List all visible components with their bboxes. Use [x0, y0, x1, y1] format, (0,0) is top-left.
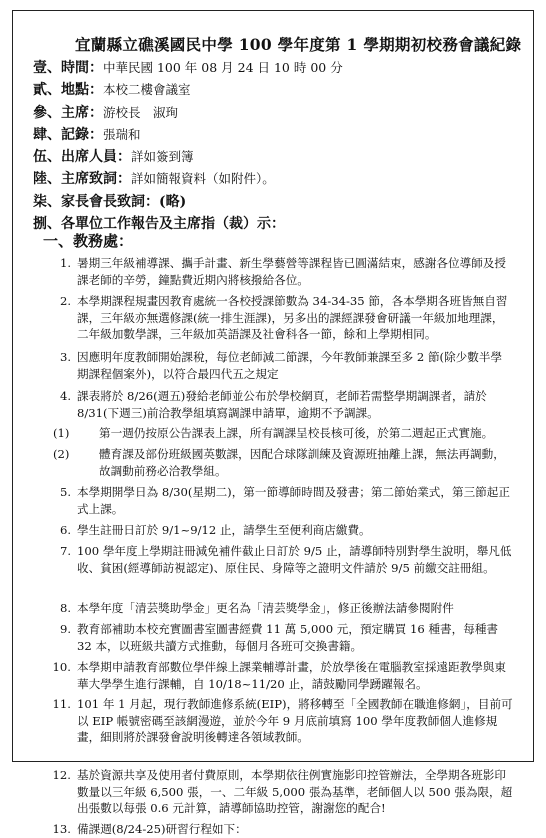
list-item: 11. 101 年 1 月起，現行教師進修系統(EIP)，將移轉至「全國教師在職進修網」，目前可以 EIP 帳號密碼至該網漫遊，並於今年 9 月底前填寫 100 學年度教師個人進修規畫，細則將於課發會說明後轉達各領域教師。: [52, 697, 513, 744]
list-item: 4. 課表將於 8/26(週五)發給老師並公布於學校網頁，老師若需整學期調課者，請於 8/31(下週三)前洽教學組填寫調課申請單，逾期不予調課。: [59, 389, 487, 420]
list-item: 6. 學生註冊日訂於 9/1~9/12 止，請學生至便利商店繳費。: [59, 523, 371, 537]
document-page: [12, 10, 534, 836]
list-item: (2) 體育課及部份班級國英數課，因配合球隊訓練及資源班抽離上課，無法再調動，故調動前務必洽教學組。: [53, 447, 505, 478]
section-title-academic-affairs: 一、教務處：: [43, 232, 134, 250]
list-item: 7. 100 學年度上學期註冊減免補件截止日訂於 9/5 止，請導師特別對學生說明，舉凡低收、貧困(經導師訪視認定)、原住民、身障等之證明文件請於 9/5 前繳交註冊組。: [59, 544, 512, 575]
list-item: 3. 因應明年度教師開始課稅，每位老師減二節課，今年教師兼課至多 2 節(除少數半學期課程個案外)，以符合最四代五之規定: [59, 350, 503, 381]
list-item: 9. 教育部補助本校充實圖書室圖書經費 11 萬 5,000 元，預定購買 16 種書，每種書 32 本，以班級共讀方式推動，每個月各班可交換書籍。: [59, 622, 499, 653]
meeting-info-list: [33, 57, 343, 235]
list-item: 8. 本學年度「清芸獎助學金」更名為「清芸獎學金」，修正後辦法請參閱附件: [59, 601, 454, 615]
list-item: (1) 第一週仍按原公告課表上課，所有調課呈校長核可後，於第二週起正式實施。: [53, 426, 494, 440]
meeting-attendees: 伍、出席人員：詳如簽到簿: [33, 149, 194, 166]
list-item: 1. 暑期三年級補導課、攜手計畫、新生學藝營等課程皆已圓滿結束，感謝各位導師及授課老師的辛勞，鐘點費近期內將核撥給各位。: [59, 256, 506, 287]
parent-chair-speech: 柒、家長會長致詞：(略): [33, 193, 187, 210]
chair-speech: 陸、主席致詞：詳如簡報資料（如附件）。: [33, 171, 275, 188]
list-item: 5. 本學期開學日為 8/30(星期二)，第一節導師時間及發書；第二節始業式，第三節起正式上課。: [59, 485, 510, 516]
meeting-location: 貳、地點：本校二樓會議室: [33, 82, 191, 99]
meeting-recorder: 肆、記錄：張瑞和: [33, 126, 141, 143]
list-item: 10. 本學期申請教育部數位學伴線上課業輔導計畫，於放學後在電腦教室採遠距教學與東華大學學生進行課輔，自 10/18~11/20 止，請鼓勵同學踴躍報名。: [52, 660, 506, 691]
meeting-time: 壹、時間：中華民國 100 年 08 月 24 日 10 時 00 分: [33, 60, 343, 76]
list-item: 13. 備課週(8/24-25)研習行程如下：: [52, 822, 247, 836]
document-title: 宜蘭縣立礁溪國民中學 100 學年度第 1 學期期初校務會議紀錄: [75, 35, 522, 54]
list-item: 2. 本學期課程規畫因教育處統一各校授課節數為 34-34-35 節，各本學期各班皆無自習課，三年級亦無選修課(統一排生涯課)，另多出的課經課發會研議一年級加地理課，二年級加數學課，三年級加英語課及社會科各一節，餘和上學期相同。: [59, 294, 508, 341]
list-item: 12. 基於資源共享及使用者付費原則，本學期依往例實施影印控管辦法，全學期各班影印數量以三年級 6,500 張，一、二年級 5,000 張為基準，老師個人以 500 張為限，超出張數以每張 0.6 元計算，請導師協助控管，謝謝您的配合!: [52, 768, 513, 815]
unit-reports-heading: 捌、各單位工作報告及主席指（裁）示：: [33, 216, 285, 233]
meeting-chair: 參、主席：游校長 淑珣: [33, 104, 179, 121]
